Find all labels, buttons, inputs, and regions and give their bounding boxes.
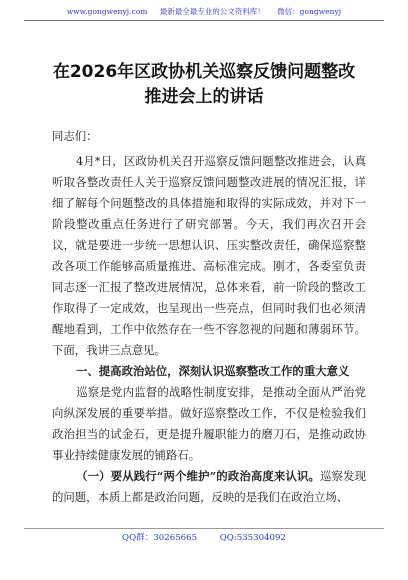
footer-qq: QQ:535304092 [219, 533, 286, 543]
paragraph-intro [52, 151, 366, 361]
subsection-1-heading: （一）要从践行“两个维护”的政治高度来认识。 [76, 469, 321, 483]
section-heading-1-text: 一、提高政治站位，深刻认识巡察整改工作的重大意义 [76, 364, 350, 378]
header-wechat: 微信：gongwenyj [277, 7, 342, 16]
document-title [30, 60, 378, 110]
header-site[interactable]: www.gongwenyj.com [66, 7, 148, 16]
page-header [0, 6, 408, 17]
paragraph-section-1-text: 巡察是党内监督的战略性制度安排，是推动全面从严治党向纵深发展的重要举措。做好巡察整改工作，不仅是检验我们政治担当的试金石，更是提升履职能力的磨刀石，是推动政协事业持续健康发展的铺路石。 [52, 385, 366, 462]
footer-qq-group: QQ群：30265665 [122, 533, 198, 543]
paragraph-section-1 [52, 382, 366, 466]
salutation: 同志们： [52, 129, 98, 143]
footer-divider [24, 528, 384, 529]
subsection-1-text: 巡察发现的问题，本质上都是政治问题，反映的是我们在政治立场、 [52, 469, 366, 504]
header-slogan: 最新最全最专业的公文资料库！ [159, 7, 265, 16]
section-heading-1 [52, 361, 366, 382]
header-divider [24, 20, 384, 21]
paragraph-intro-text: 4月*日，区政协机关召开巡察反馈问题整改推进会，认真听取各整改责任人关于巡察反馈问题整改进展的情况汇报，详细了解每个问题整改的具体措施和取得的实际成效，并对下一阶段整改重点任务进行了研究部署。今天，我们再次召开会议，就是要进一步统一思想认识、压实整改责任，确保巡察整改各项工作能够高质量推进、高标准完成。刚才，各委室负责同志逐一汇报了整改进展情况，总体来看，前一阶段的整改工作取得了一定成效，也呈现出一些亮点，但同时我们也必须清醒地看到，工作中依然存在一些不容忽视的问题和薄弱环节。下面，我讲三点意见。 [52, 154, 366, 357]
title-line-1: 在2026年区政协机关巡察反馈问题整改 [52, 62, 356, 82]
page-footer [0, 531, 408, 543]
paragraph-subsection-1 [52, 466, 366, 508]
title-line-2: 推进会上的讲话 [144, 87, 264, 107]
